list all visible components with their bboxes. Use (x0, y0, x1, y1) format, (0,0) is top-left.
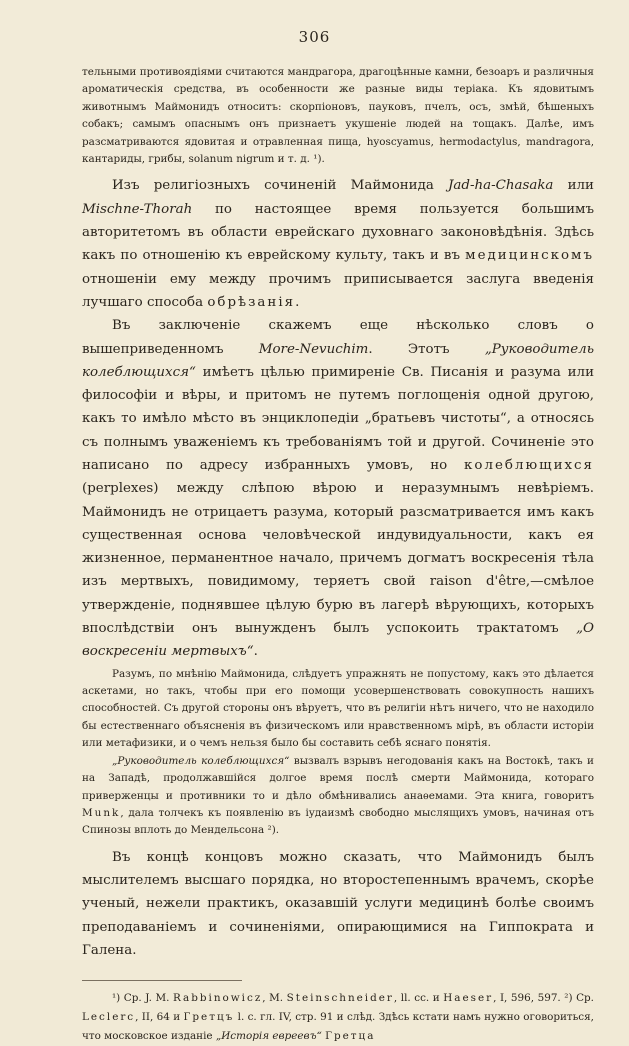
spaced-word-perplexed: колеблющихся (464, 458, 594, 473)
title-more-nevuchim: More-Nevuchim (258, 341, 369, 357)
title-resurrection: „О воскресеніи мертвыхъ“ (82, 621, 594, 660)
footnotes: ¹) Cp. J. M. Rabbinowicz, M. Steinschneider, ll. cc. и Haeser, I, 596, 597. ²) Cp. Leclerc, II, 64 и Гретцъ l. c. гл. IV, стр. 91 и слѣд. Здѣсь кстати намъ нужно оговориться, что московское изданіе „Исторія евреевъ“ Гретца (82, 992, 594, 1043)
author-gretz: Гретцъ (183, 1011, 235, 1024)
title-jad-ha-chasaka: Jad-ha-Chasaka (448, 178, 554, 194)
paragraph-conclusion: Въ концѣ концовъ можно сказать, что Маймонидъ былъ мыслителемъ высшаго порядка, но второстепеннымъ врачемъ, скорѣе ученый, нежели практикъ, оказавшій услуги медицинѣ болѣе своимъ преподаваніемъ и сочиненіями, опирающимися на Гиппократа и Галена. (82, 849, 594, 958)
author-steinschneider: Steinschneider (286, 992, 394, 1005)
author-leclerc: Leclerc (82, 1011, 136, 1024)
title-mischne-thorah: Mischne-Thorah (82, 201, 193, 217)
footnote-rule (82, 980, 242, 981)
page-content (82, 64, 594, 1046)
spaced-word-medical: медицинскомъ (465, 248, 594, 264)
title-guide-perplexed: „Руководитель колеблющихся“ (82, 341, 594, 380)
author-gretz-end: Гретца (325, 1030, 376, 1043)
spaced-word-circumcision: обрѣзанія (207, 294, 296, 310)
small-paragraph-reason: Разумъ, по мнѣнію Маймонида, слѣдуетъ упражнять не попустому, какъ это дѣлается аскетами, но такъ, чтобы при его помощи усовершенствовать совокупность нашихъ способностей. Съ другой стороны онъ вѣруетъ, что въ религіи нѣтъ ничего, что не находило бы естественнаго объясненія въ физическомъ или нравственномъ мірѣ, въ области исторіи или метафизики, и о чемъ нельзя было бы составить себѣ яснаго понятія. (82, 667, 594, 750)
author-haeser: Haeser (443, 992, 494, 1005)
paragraph-religious-works: Изъ религіозныхъ сочиненій Маймонида Jad-ha-Chasaka или Mischne-Thorah по настоящее время пользуется большимъ авторитетомъ въ области еврейскаго духовнаго законовѣдѣнія. Здѣсь какъ по отношенію къ еврейскому культу, такъ и въ медицинскомъ отношеніи ему между прочимъ приписывается заслуга введенія лучшаго способа обрѣзанія. (82, 178, 594, 310)
author-munk: Munk (82, 806, 121, 819)
title-guide-perplexed-small: „Руководитель колеблющихся“ (112, 754, 290, 767)
small-paragraph-guide: „Руководитель колеблющихся“ вызвалъ взрывъ негодованія какъ на Востокѣ, такъ и на Западѣ, продолжавшійся долгое время послѣ смерти Маймонида, котораго приверженцы и противники то и дѣло обмѣнивались анаѳемами. Эта книга, говоритъ Munk, дала толчекъ къ появленію въ іудаизмѣ свободно мыслящихъ умовъ, начиная отъ Спинозы вплоть до Мендельсона ²). (82, 754, 594, 837)
author-rabbinowicz: Rabbinowicz (172, 992, 263, 1005)
paragraph-more-nevuchim: Въ заключеніе скажемъ еще нѣсколько словъ о вышеприведенномъ More-Nevuchim. Этотъ „Руководитель колеблющихся“ имѣетъ цѣлью примиреніе Св. Писанія и разума или философіи и вѣры, и притомъ не путемъ поглощенія одной другою, какъ то имѣло мѣсто въ энциклопедіи „братьевъ чистоты“, а относясь съ полнымъ уваженіемъ къ требованіямъ той и другой. Сочиненіе это написано по адресу избранныхъ умовъ, но колеблющихся (perplexes) между слѣпою вѣрою и неразумнымъ невѣріемъ. Маймонидъ не отрицаетъ разума, который разсматривается имъ какъ существенная основа человѣческой индувидуальности, какъ ея жизненное, перманентное начало, причемъ догматъ воскресенія тѣла изъ мертвыхъ, повидимому, теряетъ свой raison d'être,—смѣлое утвержденіе, поднявшее цѣлую бурю въ лагерѣ вѣрующихъ, которыхъ впослѣдствіи онъ вынужденъ былъ успокоить трактатомъ „О воскресеніи мертвыхъ“. (82, 318, 594, 660)
title-history-of-jews: „Исторія евреевъ“ (215, 1030, 322, 1043)
continued-paragraph: тельными противоядіями считаются мандрагора, драгоцѣнные камни, безоаръ и различныя ароматическія средства, въ особенности же разные виды теріака. Къ ядовитымъ животнымъ Маймонидъ относитъ: скорпіоновъ, пауковъ, пчелъ, осъ, змѣй, бѣшеныхъ собакъ; самымъ опаснымъ онъ признаетъ укушеніе людей на тощакъ. Далѣе, имъ разсматриваются ядовитая и отравленная пища, hyoscyamus, hermodactylus, mandragora, кантариды, грибы, solanum nigrum и т. д. ¹). (82, 66, 594, 166)
page-number: 306 (298, 28, 331, 46)
